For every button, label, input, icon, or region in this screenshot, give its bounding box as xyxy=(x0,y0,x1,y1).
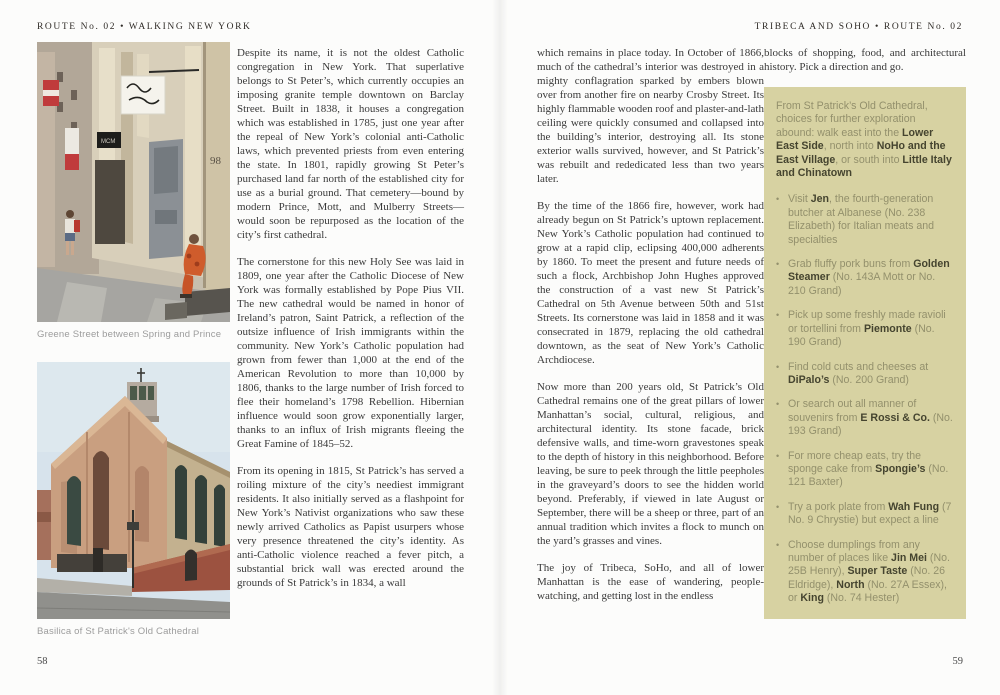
body-paragraph: The joy of Tribeca, SoHo, and all of lower Manhattan is the ease of wandering, people-watching, and getting lost in the endless xyxy=(537,562,764,602)
body-paragraph: The cornerstone for this new Holy See was laid in 1809, one year after the Catholic Diocese of New York was formally established by Pope Pius VII. The new cathedral would be named in honor of Ireland’s patron, Saint Patrick, a reflection of the outsize influence of Irish immigrants within the community. New York’s Catholic population had grown from fewer than 1,000 at the end of the American Revolution to more than 10,000 by 1806, thanks to the large number of Irish forced to flee their homeland’s 1798 Rebellion. Hibernian influence would soon grow exponentially larger, thanks to an influx of Irish migrants fleeing the Great Famine of 1845–52. xyxy=(237,256,464,450)
tips-sidebar xyxy=(764,87,966,619)
sidebar-intro: From St Patrick’s Old Cathedral, choices for further exploration abound: walk east into the Lower East Side, north into NoHo and the East Village, or south into Little Italy and Chinatown xyxy=(776,100,952,180)
right-page-number: 59 xyxy=(952,656,963,667)
body-paragraph: From its opening in 1815, St Patrick’s has served a roiling mixture of the city’s neediest immigrant residents. It also initially served as a flashpoint for New York’s Nativist organizations who saw these newly arrived Catholics as Papist usurpers whose very presence threatened the city’s identity. As anti-Catholic violence reached a fever pitch, a substantial brick wall was erected around the grounds of St Patrick’s in 1834, a wall xyxy=(237,465,464,589)
photo-greene-street xyxy=(37,42,230,322)
right-page-header: TRIBECA AND SOHO • ROUTE No. 02 xyxy=(754,22,963,32)
body-paragraph: Despite its name, it is not the oldest Catholic congregation in New York. That superlative belongs to St Peter’s, which currently occupies an imposing granite temple downtown on Barclay Street. Built in 1838, it houses a congregation which was established in 1785, just one year after the repeal of New York’s colonial anti-Catholic laws, which prevented priests from even entering the state. In 1801, rapidly growing St Peter’s purchased land far north of the established city for use as a burial ground. That cemetery—bound by modern Prince, Mott, and Mulberry Streets—would soon be repurposed as the location of the city’s first cathedral. xyxy=(237,47,464,241)
body-column-1 xyxy=(237,46,464,603)
sidebar-tip: • Pick up some freshly made ravioli or tortellini from Piemonte (No. 190 Grand) xyxy=(776,309,955,349)
body-column-2 xyxy=(537,46,764,616)
svg-text:MCM: MCM xyxy=(101,139,116,145)
photo-caption-basilica: Basilica of St Patrick's Old Cathedral xyxy=(37,626,200,637)
body-column-3 xyxy=(764,46,966,619)
body-paragraph: By the time of the 1866 fire, however, work had already begun on St Patrick’s uptown replacement. New York’s Catholic population had continued to grow at a rapid clip, eclipsing 400,000 adherents by 1860. To meet the present and future needs of such a flock, Archbishop John Hughes approved the construction of a vast new St Patrick’s Cathedral on 5th Avenue between 50th and 51st Streets. Its cornerstone was laid in 1858 and it was consecrated in 1879, replacing the old cathedral downtown, as the seat of New York’s Catholic Archdiocese. xyxy=(537,200,764,366)
svg-text:98: 98 xyxy=(210,155,221,167)
photo-basilica xyxy=(37,362,230,619)
photo-column xyxy=(37,42,230,637)
photo-caption-greene-street: Greene Street between Spring and Prince xyxy=(37,329,222,340)
body-paragraph: blocks of shopping, food, and architectural history. Pick a direction and go. xyxy=(764,47,966,73)
sidebar-tip: • For more cheap eats, try the sponge cake from Spongie’s (No. 121 Baxter) xyxy=(776,450,955,490)
body-paragraph: which remains in place today. In October of 1866, much of the cathedral’s interior was destroyed in a mighty conflagration sparked by embers blown over from another fire on nearby Crosby Street. Its highly flammable wooden roof and plaster-and-lath ceiling were quickly consumed and collapsed into the building’s interior, destroying all. Its stone exterior walls survived, however, and St Patrick’s was rebuilt and rededicated less than two years later. xyxy=(537,47,764,185)
sidebar-tip: • Grab fluffy pork buns from Golden Steamer (No. 143A Mott or No. 210 Grand) xyxy=(776,258,955,298)
page-gutter xyxy=(492,0,508,695)
left-page-header: ROUTE No. 02 • WALKING NEW YORK xyxy=(37,22,252,32)
left-page-number: 58 xyxy=(37,656,48,667)
sidebar-tip-list xyxy=(776,193,955,605)
sidebar-tip: • Try a pork plate from Wah Fung (7 No. 9 Chrystie) but expect a line xyxy=(776,501,955,528)
sidebar-tip: • Or search out all manner of souvenirs from E Rossi & Co. (No. 193 Grand) xyxy=(776,398,955,438)
sidebar-tip: • Visit Jen, the fourth-generation butcher at Albanese (No. 238 Elizabeth) for Italian meats and specialties xyxy=(776,193,955,247)
sidebar-tip: • Choose dumplings from any number of places like Jin Mei (No. 25B Henry), Super Taste (No. 26 Eldridge), North (No. 27A Essex), or King (No. 74 Hester) xyxy=(776,539,955,606)
body-paragraph: Now more than 200 years old, St Patrick’s Old Cathedral remains one of the great pillars of lower Manhattan’s social, cultural, religious, and architectural identity. Its stone facade, brick defensive walls, and time-worn gravestones speak to the depth of history in this neighborhood. Before leaving, be sure to peek through the little peepholes in the graveyard’s doors to see the hidden world beyond. Preferably, if viewed in late August or September, there will be a sheep or three, part of an annual tradition which invites a flock to munch on the yard’s grasses and vines. xyxy=(537,381,764,547)
sidebar-tip: • Find cold cuts and cheeses at DiPalo’s (No. 200 Grand) xyxy=(776,361,955,388)
